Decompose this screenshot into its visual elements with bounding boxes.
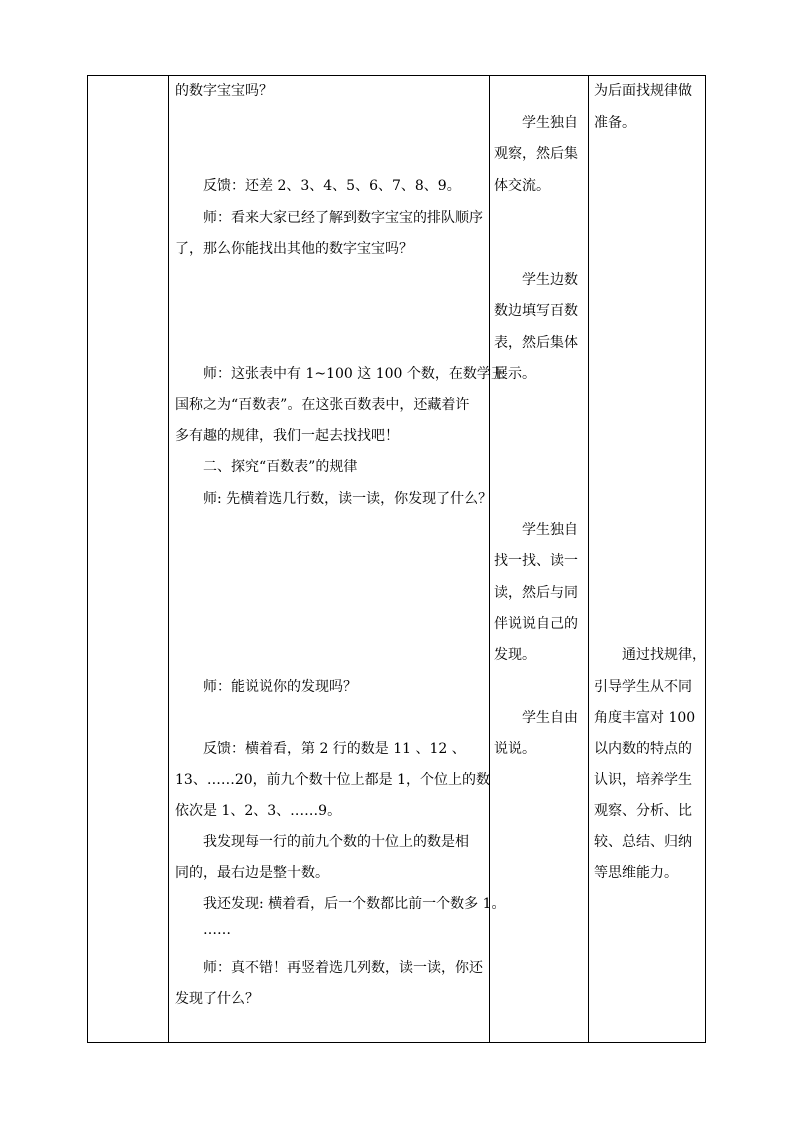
- text-line: 以内数的特点的: [594, 741, 692, 757]
- text-line: 等思维能力。: [594, 865, 678, 881]
- text-line: 观察、分析、比: [594, 803, 692, 819]
- text-line: 较、总结、归纳: [594, 834, 692, 850]
- text-line: 师: 先横着选几行数，读一读，你发现了什么？: [203, 491, 493, 507]
- column-divider: [588, 76, 589, 1042]
- text-line: 师：能说说你的发现吗？: [203, 679, 357, 695]
- text-line: 学生独自: [522, 522, 578, 538]
- column-divider: [168, 76, 169, 1042]
- text-line: 的数字宝宝吗？: [175, 83, 273, 99]
- text-line: 依次是 1、2、3、……9。: [175, 803, 342, 819]
- text-line: 发现了什么？: [175, 991, 259, 1007]
- text-line: 同的，最右边是整十数。: [175, 865, 329, 881]
- text-line: 角度丰富对 100: [594, 710, 696, 726]
- text-line: 说说。: [494, 741, 536, 757]
- text-line: 为后面找规律做: [594, 83, 692, 99]
- section-heading: 二、探究“百数表”的规律: [203, 459, 358, 475]
- text-line: 反馈：还差 2、3、4、5、6、7、8、9。: [203, 178, 461, 194]
- text-line: 了，那么你能找出其他的数字宝宝吗？: [175, 241, 413, 257]
- text-line: 伴说说自己的: [494, 616, 578, 632]
- text-line: 13、……20，前九个数十位上都是 1，个位上的数: [175, 772, 490, 788]
- text-line: 师：看来大家已经了解到数字宝宝的排队顺序: [203, 210, 483, 226]
- text-line: 观察，然后集: [494, 146, 578, 162]
- text-line: ……: [203, 922, 231, 938]
- text-line: 引导学生从不同: [594, 679, 692, 695]
- text-line: 读，然后与同: [494, 585, 578, 601]
- text-line: 学生自由: [522, 710, 578, 726]
- text-line: 认识，培养学生: [594, 772, 692, 788]
- text-line: 学生边数: [522, 272, 578, 288]
- text-line: 国称之为“百数表”。在这张百数表中，还藏着许: [175, 397, 470, 413]
- text-line: 找一找、读一: [494, 553, 578, 569]
- text-line: 我发现每一行的前九个数的十位上的数是相: [203, 834, 469, 850]
- text-line: 发现。: [494, 647, 536, 663]
- text-line: 反馈：横着看，第 2 行的数是 11 、12 、: [203, 741, 466, 757]
- text-line: 表，然后集体: [494, 335, 578, 351]
- text-line: 师：这张表中有 1~100 这 100 个数，在数学王: [203, 366, 505, 382]
- text-line: 展示。: [494, 366, 536, 382]
- text-line: 我还发现: 横着看，后一个数都比前一个数多 1。: [203, 896, 506, 912]
- text-line: 准备。: [594, 115, 636, 131]
- text-line: 通过找规律，: [622, 647, 706, 663]
- text-line: 多有趣的规律，我们一起去找找吧！: [175, 428, 399, 444]
- text-line: 体交流。: [494, 178, 550, 194]
- text-line: 师：真不错！再竖着选几列数，读一读，你还: [203, 960, 483, 976]
- text-line: 学生独自: [522, 115, 578, 131]
- text-line: 数边填写百数: [494, 303, 578, 319]
